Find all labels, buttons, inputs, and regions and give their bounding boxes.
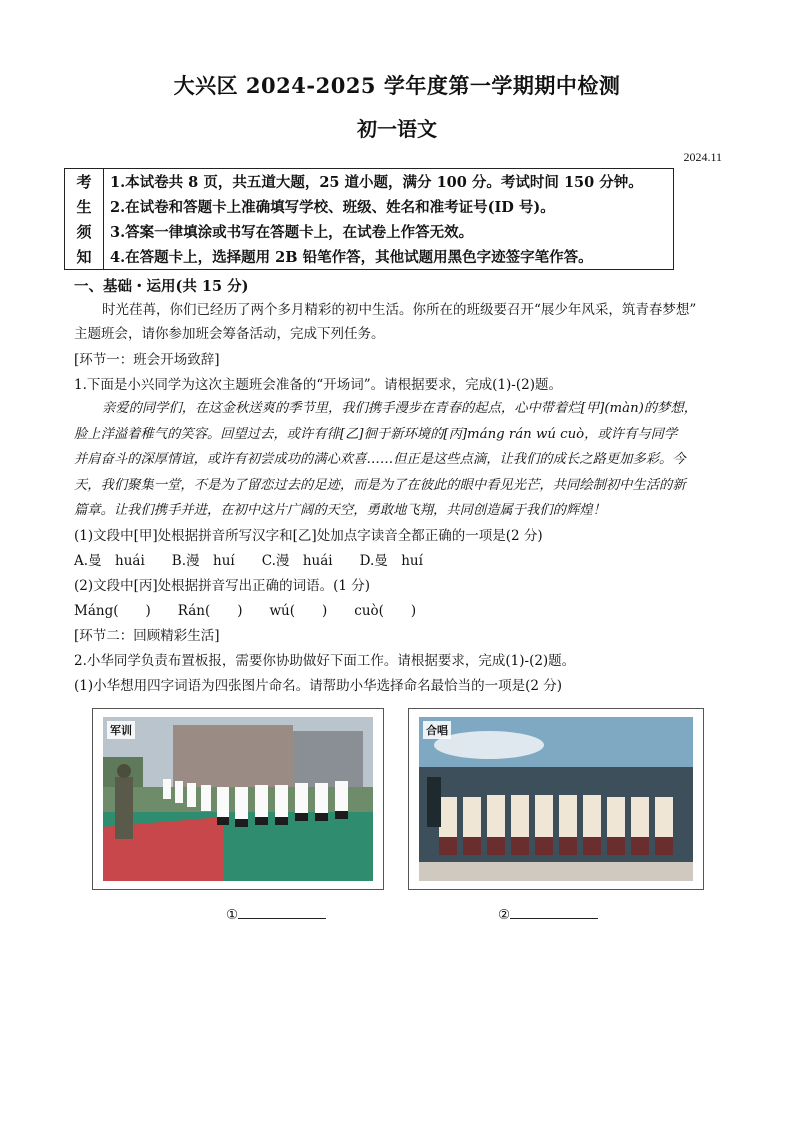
- military-training-photo: [92, 708, 384, 890]
- section-heading: 一、基础・运用(共 15 分): [74, 278, 249, 295]
- notice-side-label: [65, 169, 104, 269]
- passage-line: 天，我们聚集一堂，不是为了留恋过去的足迹，而是为了在彼此的眼中看见光芒，共同绘制初中生活的新: [74, 477, 686, 493]
- opening-speech-passage: [74, 396, 726, 524]
- answer-blank-2[interactable]: [498, 906, 598, 923]
- intro-line: 主题班会，请你参加班会筹备活动，完成下列任务。: [74, 326, 385, 342]
- question-stem: 2.小华同学负责布置板报，需要你协助做好下面工作。请根据要求，完成(1)-(2)题。: [74, 653, 576, 669]
- exam-date: 2024.11: [683, 150, 722, 164]
- passage-line: 亲爱的同学们，在这金秋送爽的季节里，我们携手漫步在青春的起点，心中带着烂[甲](màn)的梦想，: [102, 401, 698, 416]
- exam-notice-box: [64, 168, 674, 270]
- stage-label: [环节二：回顾精彩生活]: [74, 628, 220, 644]
- exam-subtitle: 初一语文: [357, 117, 437, 141]
- exam-title: 大兴区 2024-2025 学年度第一学期期中检测: [173, 73, 621, 98]
- choir-photo: [408, 708, 704, 890]
- passage-line: 脸上洋溢着稚气的笑容。回望过去，或许有徘[乙]徊于新环境的[丙]máng rán wú cuò，或许有与同学: [74, 426, 678, 442]
- intro-line: 时光荏苒，你们已经历了两个多月精彩的初中生活。你所在的班级要召开“展少年风采，筑青春梦想”: [102, 302, 697, 318]
- question-2-1: (1)小华想用四字词语为四张图片命名。请帮助小华选择命名最恰当的一项是(2 分): [74, 678, 563, 694]
- question-1-2-blanks: Máng( ) Rán( ) wú( ) cuò( ): [74, 603, 417, 619]
- blank-line: [510, 906, 598, 919]
- question-stem: 1.下面是小兴同学为这次主题班会准备的“开场词”。请根据要求，完成(1)-(2)题。: [74, 377, 562, 393]
- choir-illustration: [419, 717, 693, 881]
- notice-item: 1.本试卷共 8 页，共五道大题，25 道小题，满分 100 分。考试时间 150 分钟。: [110, 174, 643, 191]
- question-1-1-options: A.曼 huái B.漫 huí C.漫 huái D.曼 huí: [74, 553, 423, 569]
- photo-tag: 合唱: [423, 721, 451, 739]
- answer-blank-1[interactable]: [226, 906, 326, 923]
- choir-image: [419, 717, 693, 881]
- blank-line: [238, 906, 326, 919]
- notice-items: [104, 169, 673, 269]
- notice-item: 2.在试卷和答题卡上准确填写学校、班级、姓名和准考证号(ID 号)。: [110, 199, 555, 216]
- notice-side-char: 须: [76, 223, 92, 241]
- notice-side-char: 生: [76, 198, 92, 216]
- passage-line: 篇章。让我们携手并进，在初中这片广阔的天空，勇敢地飞翔，共同创造属于我们的辉煌！: [74, 503, 606, 518]
- question-1-2: (2)文段中[丙]处根据拼音写出正确的词语。(1 分): [74, 578, 371, 594]
- military-training-image: [103, 717, 373, 881]
- notice-item: 4.在答题卡上，选择题用 2B 铅笔作答，其他试题用黑色字迹签字笔作答。: [110, 249, 593, 266]
- notice-side-char: 知: [76, 248, 92, 266]
- photo-tag: 军训: [107, 721, 135, 739]
- notice-item: 3.答案一律填涂或书写在答题卡上，在试卷上作答无效。: [110, 224, 474, 241]
- blank-label: ①: [226, 907, 239, 923]
- passage-line: 并肩奋斗的深厚情谊，或许有初尝成功的满心欢喜……但正是这些点滴，让我们的成长之路更加多彩。今: [74, 452, 686, 467]
- notice-side-char: 考: [76, 173, 92, 191]
- question-1-1: (1)文段中[甲]处根据拼音所写汉字和[乙]处加点字读音全都正确的一项是(2 分): [74, 528, 543, 544]
- stage-label: [环节一：班会开场致辞]: [74, 352, 220, 368]
- blank-label: ②: [498, 907, 511, 923]
- military-training-illustration: [103, 717, 373, 881]
